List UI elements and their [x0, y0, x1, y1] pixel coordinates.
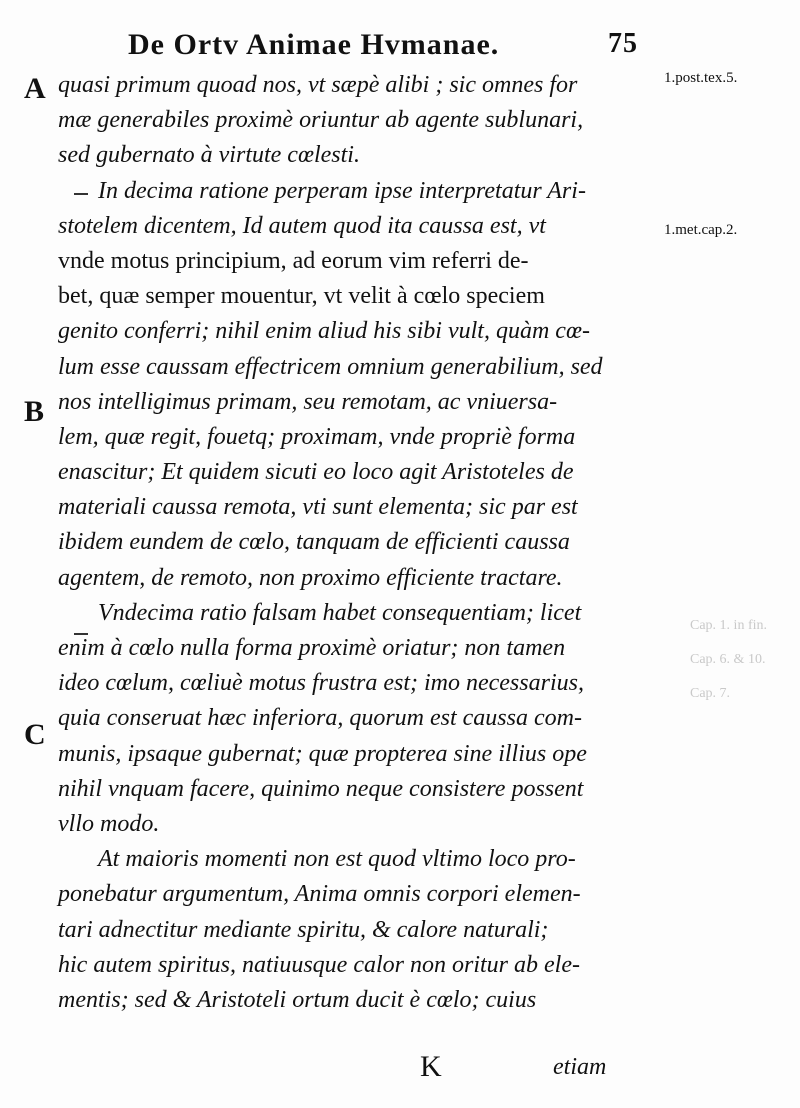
text-line: enascitur; Et quidem sicuti eo loco agit Aristoteles de	[58, 459, 574, 486]
text-line: sed gubernato à virtute cœlesti.	[58, 142, 360, 169]
bleed-through-note: Cap. 6. & 10.	[690, 652, 766, 667]
bleed-through-note: Cap. 7.	[690, 686, 731, 701]
text-line: quia conseruat hæc inferiora, quorum est caussa com-	[58, 705, 582, 732]
text-line: munis, ipsaque gubernat; quæ propterea sine illius ope	[58, 740, 587, 767]
paragraph-dash	[74, 633, 88, 635]
text-line: Vndecima ratio falsam habet consequentiam; licet	[98, 599, 582, 626]
text-line: stotelem dicentem, Id autem quod ita caussa est, vt	[58, 212, 546, 239]
text-line: vllo modo.	[58, 810, 160, 837]
text-line: In decima ratione perperam ipse interpretatur Ari-	[98, 177, 586, 204]
text-line: nihil vnquam facere, quinimo neque consistere possent	[58, 775, 584, 802]
body-text	[58, 68, 660, 1018]
side-note-reference: 1.post.tex.5.	[664, 70, 738, 86]
text-line: lem, quæ regit, fouetq; proximam, vnde propriè forma	[58, 423, 576, 450]
text-line: bet, quæ semper mouentur, vt velit à cœlo speciem	[58, 283, 545, 310]
margin-letter-a: A	[24, 72, 46, 105]
text-line: hic autem spiritus, natiuusque calor non oritur ab ele-	[58, 951, 580, 978]
text-line: vnde motus principium, ad eorum vim referri de-	[58, 247, 529, 274]
text-line: ponebatur argumentum, Anima omnis corpori elemen-	[58, 881, 581, 908]
text-line: tari adnectitur mediante spiritu, & calore naturali;	[58, 916, 549, 943]
paragraph-dash	[74, 193, 88, 195]
margin-letter-c: C	[24, 718, 46, 751]
text-line: materiali caussa remota, vti sunt elementa; sic par est	[58, 494, 578, 521]
side-note-reference: 1.met.cap.2.	[664, 222, 738, 238]
header-title: De Ortv Animae Hvmanae.	[128, 28, 500, 61]
signature-mark: K	[420, 1050, 442, 1083]
text-line: mæ generabiles proximè oriuntur ab agente sublunari,	[58, 107, 584, 134]
text-line: ibidem eundem de cœlo, tanquam de efficienti caussa	[58, 529, 570, 556]
text-line: genito conferri; nihil enim aliud his sibi vult, quàm cœ-	[58, 318, 590, 345]
text-line: ideo cœlum, cœliuè motus frustra est; imo necessarius,	[58, 670, 584, 697]
margin-letter-b: B	[24, 395, 45, 428]
running-header	[128, 28, 648, 62]
text-line: At maioris momenti non est quod vltimo loco pro-	[98, 846, 576, 873]
page-number: 75	[608, 28, 638, 59]
text-line: agentem, de remoto, non proximo efficiente tractare.	[58, 564, 563, 591]
text-line: lum esse caussam effectricem omnium generabilium, sed	[58, 353, 603, 380]
text-line: enim à cœlo nulla forma proximè oriatur; non tamen	[58, 635, 566, 661]
text-line: mentis; sed & Aristoteli ortum ducit è cœlo; cuius	[58, 986, 537, 1013]
bleed-through-note: Cap. 1. in fin.	[690, 618, 767, 633]
text-line: quasi primum quoad nos, vt sæpè alibi ; sic omnes for	[58, 72, 578, 98]
text-line: nos intelligimus primam, seu remotam, ac vniuersa-	[58, 388, 558, 415]
catchword: etiam	[553, 1054, 607, 1080]
